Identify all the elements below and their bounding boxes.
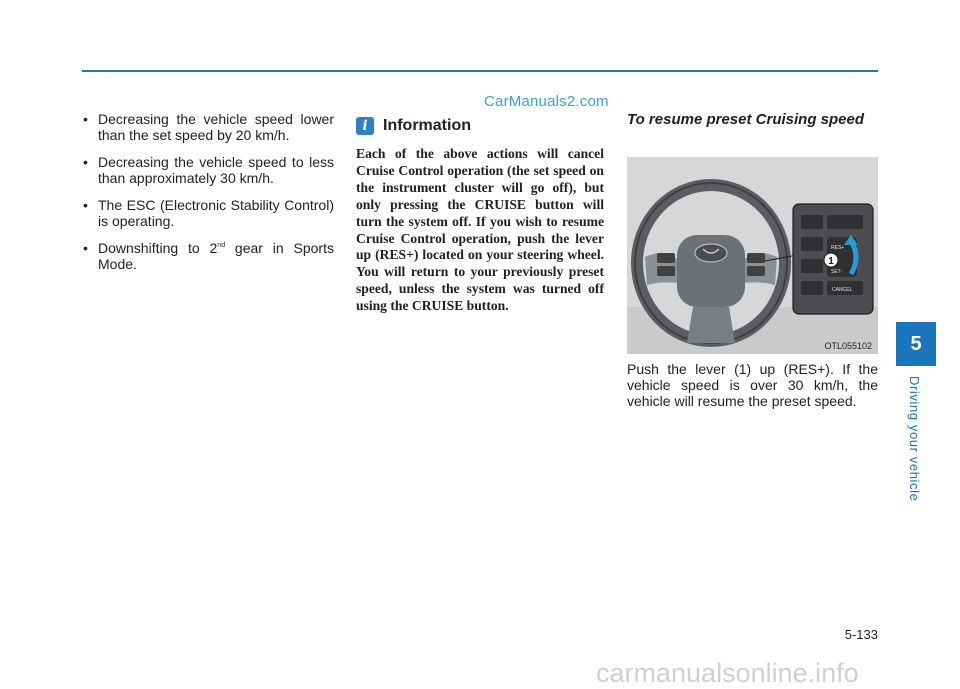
list-item: [82, 111, 334, 143]
list-item-text: Decreasing the vehicle speed lower than the set speed by 20 km/h.: [98, 111, 334, 143]
figure-caption: OTL055102: [824, 341, 872, 351]
callout-number: 1: [828, 256, 834, 267]
right-column: [627, 111, 878, 128]
watermark-text: CarManuals2.com: [484, 93, 609, 110]
section-heading: To resume preset Cruising speed: [627, 111, 865, 128]
bullet-icon: •: [83, 154, 88, 170]
list-item-text: The ESC (Electronic Stability Control) is operating.: [98, 197, 334, 229]
steering-wheel-illustration: [627, 157, 878, 354]
information-box: [356, 114, 604, 315]
footer-watermark: carmanualsonline.info: [596, 658, 859, 688]
inset-cancel-label: CANCEL: [832, 287, 853, 293]
list-item: [82, 197, 334, 229]
info-icon: i: [356, 117, 374, 135]
list-item: [82, 154, 334, 186]
left-column: [82, 111, 334, 283]
chapter-title: Driving your vehicle: [907, 376, 922, 502]
information-title: Information: [383, 117, 471, 134]
bullet-icon: •: [83, 197, 88, 213]
information-header: [356, 114, 604, 138]
chapter-tab: 5: [896, 322, 936, 366]
top-rule: [82, 70, 878, 72]
page-number: 5-133: [844, 627, 878, 642]
bullet-icon: •: [83, 111, 88, 127]
steering-wheel-figure: [627, 157, 878, 354]
inset-set-label: SET-: [831, 269, 843, 275]
bullet-icon: •: [83, 240, 88, 256]
resume-instructions: Push the lever (1) up (RES+). If the vehicle speed is over 30 km/h, the vehicle will resume the preset speed.: [627, 361, 878, 409]
list-item: [82, 240, 334, 272]
inset-res-label: RES+: [831, 245, 845, 251]
list-item-text: Downshifting to 2nd gear in Sports Mode.: [98, 240, 334, 272]
information-body: Each of the above actions will cancel Cruise Control operation (the set speed on the instrument cluster will go off), but only pressing the CRUISE button will turn the system off. If you wish to resume Cruise Control operation, push the lever up (RES+) located on your steering wheel. You will return to your previously preset speed, unless the system was turned off using the CRUISE button.: [356, 146, 604, 314]
ordinal-suffix: nd: [217, 242, 226, 249]
list-item-text: Decreasing the vehicle speed to less than approximately 30 km/h.: [98, 154, 334, 186]
